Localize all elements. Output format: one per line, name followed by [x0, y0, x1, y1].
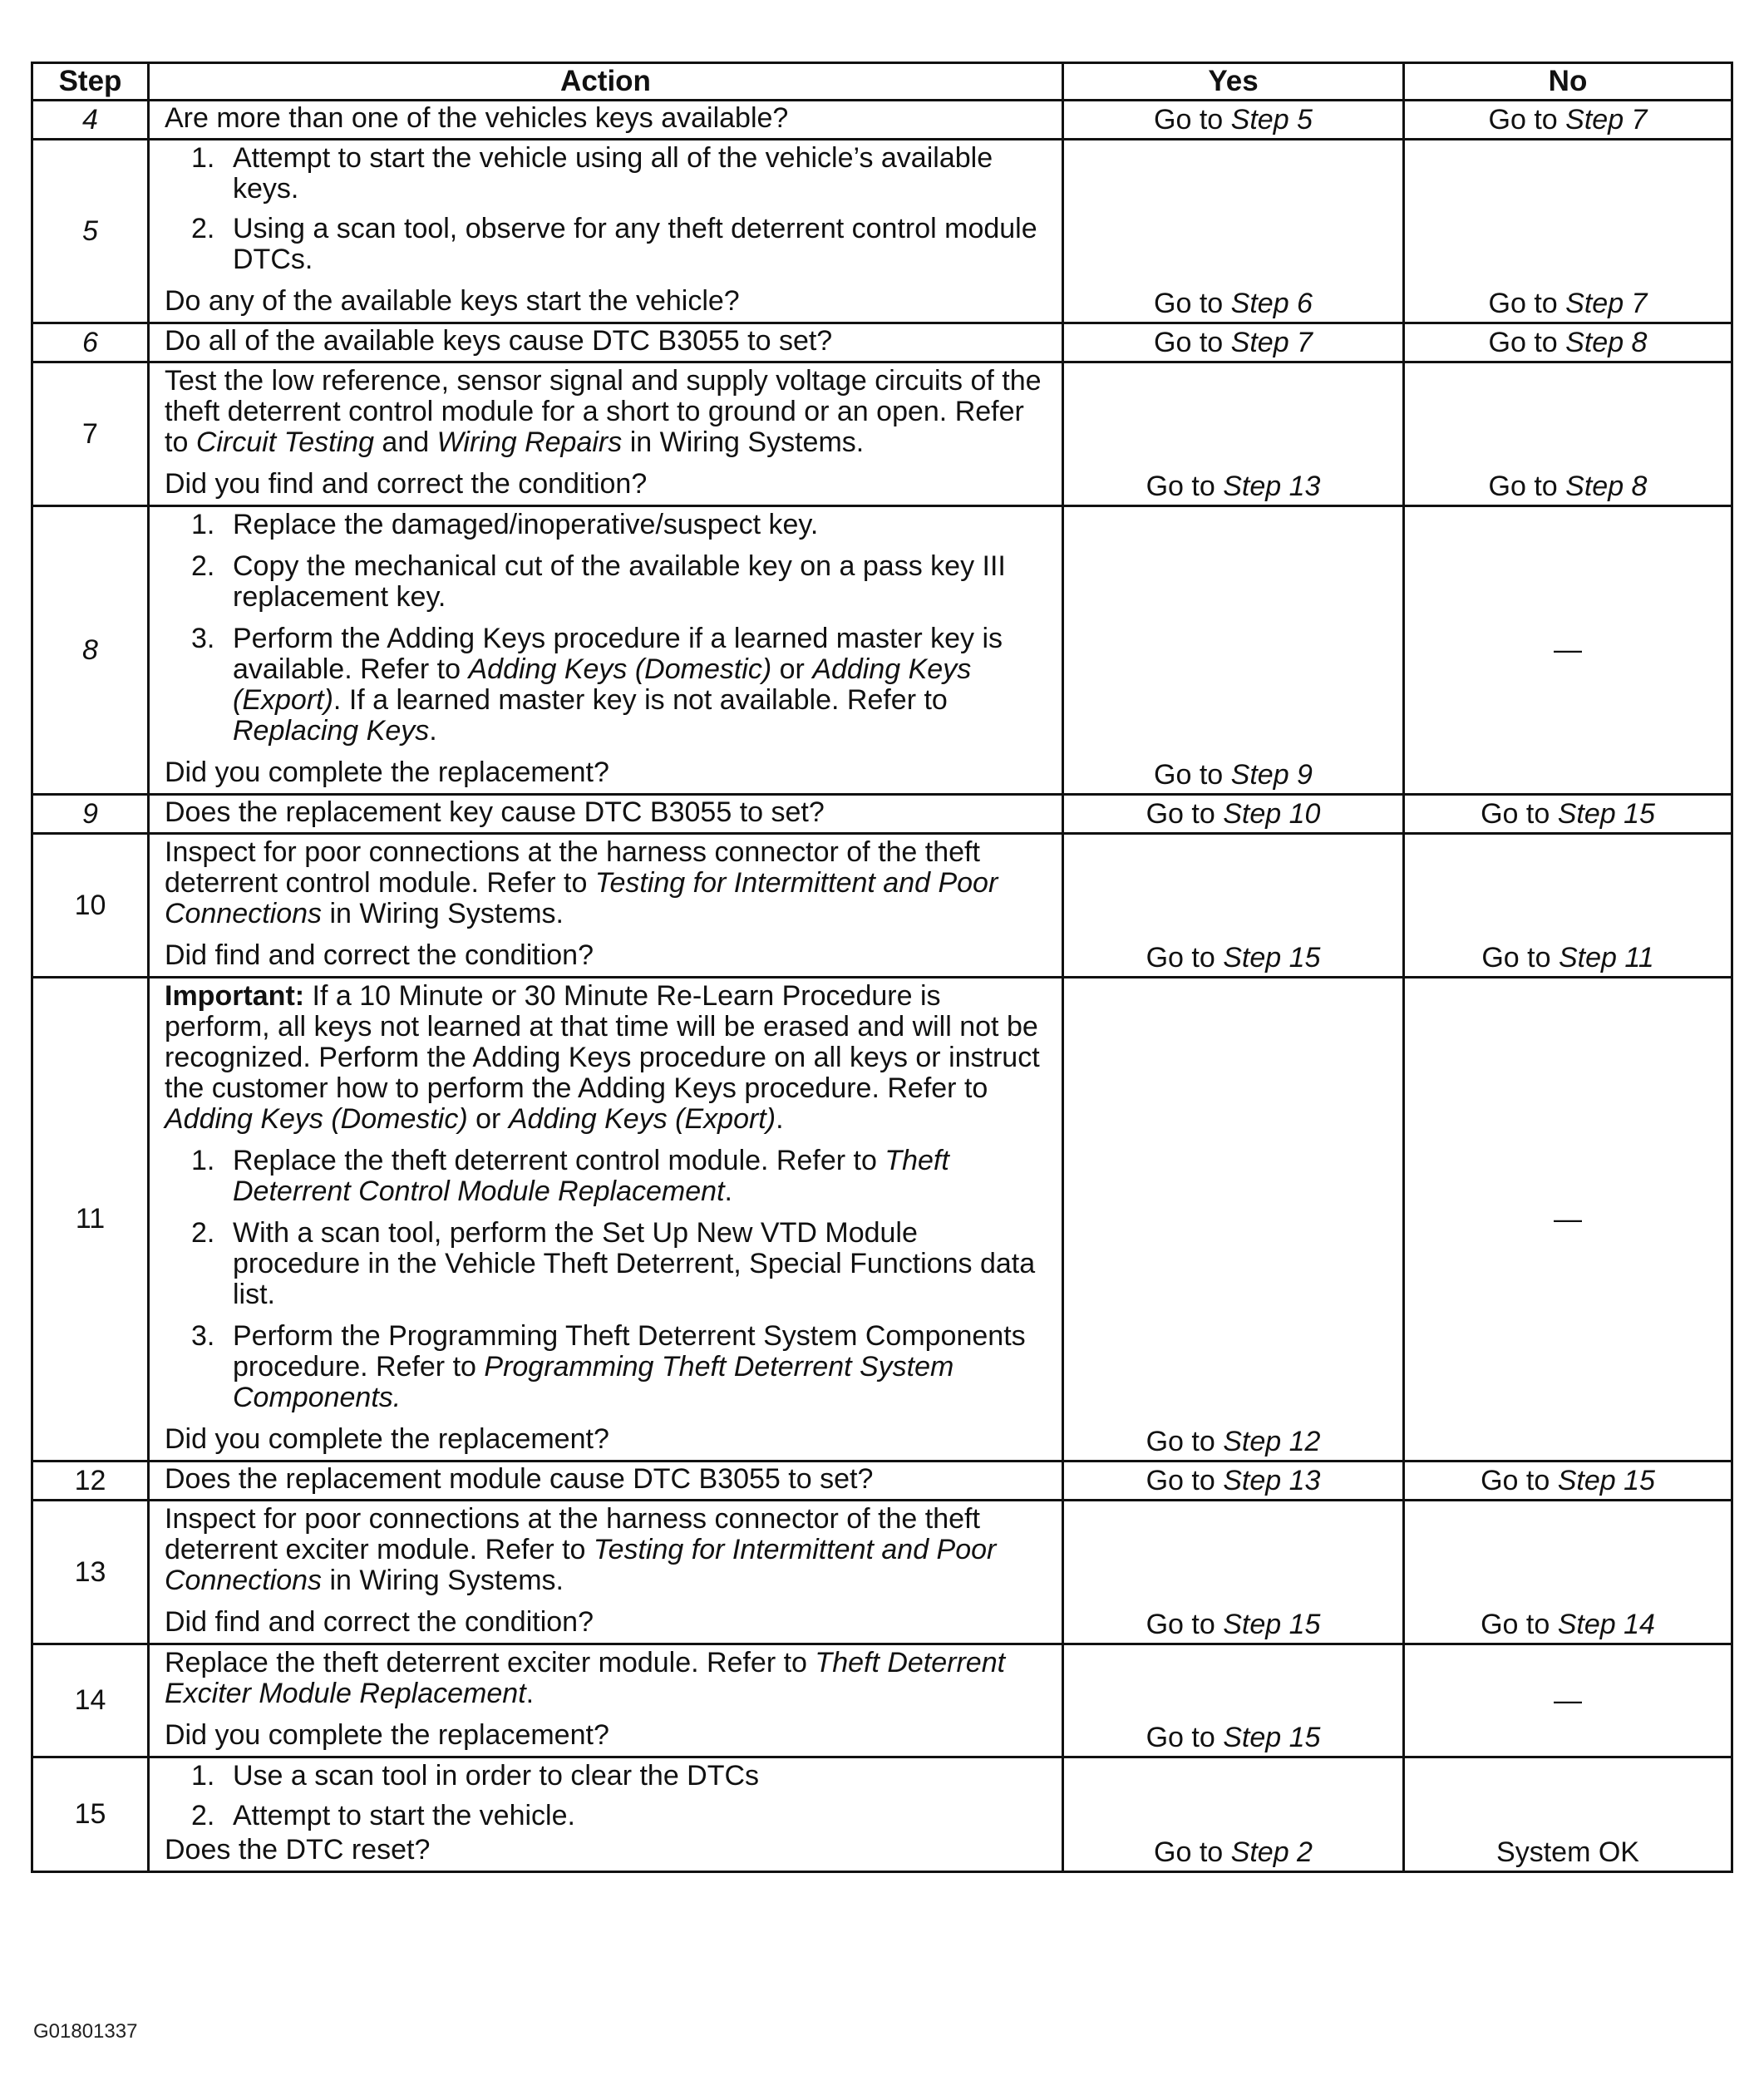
table-row — [32, 1757, 1732, 1872]
instruction-text: Inspect for poor connections at the harness connector of the theft deterrent exciter module. Refer to Testing for Intermittent and Poor Connections in Wiring Systems. — [165, 1503, 997, 1596]
step-link[interactable]: Step 9 — [1230, 759, 1313, 791]
goto-label: Go to — [1481, 1609, 1550, 1640]
reference-link[interactable]: Adding Keys (Export) — [233, 653, 972, 716]
step-link[interactable]: Step 10 — [1223, 798, 1321, 830]
instruction-text: Inspect for poor connections at the harness connector of the theft deterrent control module. Refer to Testing for Intermittent and Poor Connections in Wiring Systems. — [165, 836, 998, 929]
step-link[interactable]: Step 11 — [1558, 942, 1654, 974]
goto-label: Go to — [1154, 327, 1224, 358]
goto-label: Go to — [1146, 1609, 1215, 1640]
question-text: Did find and correct the condition? — [165, 939, 594, 971]
question-text: Do any of the available keys start the vehicle? — [165, 285, 740, 317]
yes-cell — [1063, 140, 1404, 323]
step-link[interactable]: Step 13 — [1223, 471, 1321, 502]
step-link[interactable]: Step 8 — [1565, 471, 1648, 502]
yes-cell — [1063, 506, 1404, 795]
goto-label: Go to — [1146, 1722, 1215, 1753]
step-link[interactable]: Step 7 — [1565, 288, 1648, 319]
no-action-dash: — — [1554, 633, 1582, 666]
step-number: 8 — [32, 506, 149, 795]
step-link[interactable]: Step 15 — [1557, 1465, 1655, 1496]
step-number: 10 — [32, 834, 149, 978]
step-link[interactable]: Step 13 — [1223, 1465, 1321, 1496]
table-row — [32, 1501, 1732, 1644]
question-text: Did find and correct the condition? — [165, 1606, 594, 1638]
no-cell — [1404, 1644, 1732, 1757]
yes-cell — [1063, 834, 1404, 978]
no-cell — [1404, 101, 1732, 140]
list-item: 2. Copy the mechanical cut of the available key on a pass key III replacement key. — [191, 550, 1006, 613]
step-link[interactable]: Step 15 — [1223, 942, 1321, 974]
list-item: 2. Attempt to start the vehicle. — [191, 1800, 575, 1831]
diagnostic-table — [31, 62, 1733, 1873]
action-cell — [149, 978, 1063, 1462]
goto-label: Go to — [1154, 288, 1224, 319]
step-link[interactable]: Step 12 — [1223, 1426, 1321, 1457]
action-cell — [149, 506, 1063, 795]
reference-link[interactable]: Testing for Intermittent and Poor Connections — [165, 867, 998, 929]
table-row — [32, 101, 1732, 140]
no-action-dash: — — [1554, 1684, 1582, 1716]
no-cell — [1404, 140, 1732, 323]
reference-link[interactable]: Theft Deterrent Control Module Replacement — [233, 1145, 949, 1207]
list-item: 2. Using a scan tool, observe for any theft deterrent control module DTCs. — [191, 213, 1037, 275]
goto-label: Go to — [1154, 1836, 1224, 1868]
step-number: 14 — [32, 1644, 149, 1757]
no-cell — [1404, 506, 1732, 795]
reference-link[interactable]: Testing for Intermittent and Poor Connections — [165, 1534, 997, 1596]
goto-label: Go to — [1488, 327, 1558, 358]
table-row — [32, 1462, 1732, 1501]
header-yes: Yes — [1063, 63, 1404, 101]
no-action-dash: — — [1554, 1203, 1582, 1235]
question-text: Are more than one of the vehicles keys available? — [165, 102, 789, 134]
list-item: 1. Use a scan tool in order to clear the DTCs — [191, 1760, 760, 1792]
yes-cell — [1063, 795, 1404, 834]
header-step: Step — [32, 63, 149, 101]
goto-label: Go to — [1481, 798, 1550, 830]
no-cell — [1404, 1757, 1732, 1872]
yes-cell — [1063, 323, 1404, 362]
figure-id: G01801337 — [33, 2020, 138, 2043]
yes-cell — [1063, 362, 1404, 506]
step-link[interactable]: Step 5 — [1230, 104, 1313, 136]
goto-label: Go to — [1481, 1465, 1550, 1496]
goto-label: Go to — [1154, 104, 1224, 136]
question-text: Did you complete the replacement? — [165, 1423, 609, 1455]
goto-label: Go to — [1488, 288, 1558, 319]
no-cell — [1404, 323, 1732, 362]
table-row — [32, 140, 1732, 323]
table-row — [32, 795, 1732, 834]
question-text: Did you complete the replacement? — [165, 1719, 609, 1751]
step-link[interactable]: Step 6 — [1230, 288, 1313, 319]
reference-link[interactable]: Theft Deterrent Exciter Module Replacement — [165, 1647, 1006, 1709]
step-number: 12 — [32, 1462, 149, 1501]
table-row — [32, 978, 1732, 1462]
reference-link[interactable]: Wiring Repairs — [436, 426, 623, 458]
system-ok-text: System OK — [1496, 1836, 1639, 1868]
no-cell — [1404, 978, 1732, 1462]
action-cell — [149, 834, 1063, 978]
goto-label: Go to — [1488, 104, 1558, 136]
question-text: Did you find and correct the condition? — [165, 468, 648, 500]
table-row — [32, 362, 1732, 506]
question-text: Does the replacement module cause DTC B3055 to set? — [165, 1463, 874, 1495]
goto-label: Go to — [1481, 942, 1551, 974]
action-cell — [149, 1757, 1063, 1872]
step-link[interactable]: Step 8 — [1565, 327, 1648, 358]
step-number: 6 — [32, 323, 149, 362]
reference-link[interactable]: Adding Keys (Domestic) — [165, 1103, 468, 1135]
no-cell — [1404, 834, 1732, 978]
yes-cell — [1063, 1757, 1404, 1872]
header-no: No — [1404, 63, 1732, 101]
table-row — [32, 1644, 1732, 1757]
question-text: Does the replacement key cause DTC B3055 to set? — [165, 796, 825, 828]
table-row — [32, 506, 1732, 795]
action-cell — [149, 101, 1063, 140]
header-action: Action — [149, 63, 1063, 101]
step-link[interactable]: Step 7 — [1565, 104, 1648, 136]
reference-link[interactable]: Circuit Testing — [195, 426, 374, 458]
reference-link[interactable]: Adding Keys (Domestic) — [468, 653, 772, 685]
yes-cell — [1063, 1644, 1404, 1757]
table-row — [32, 323, 1732, 362]
instruction-text: Replace the theft deterrent exciter module. Refer to Theft Deterrent Exciter Module Replacement. — [165, 1647, 1006, 1709]
step-number: 13 — [32, 1501, 149, 1644]
step-number: 7 — [32, 362, 149, 506]
step-link[interactable]: Step 15 — [1223, 1609, 1321, 1640]
action-cell — [149, 1644, 1063, 1757]
yes-cell — [1063, 1501, 1404, 1644]
goto-label: Go to — [1146, 1465, 1215, 1496]
step-number: 4 — [32, 101, 149, 140]
list-item: 2. With a scan tool, perform the Set Up New VTD Module procedure in the Vehicle Theft Deterrent, Special Functions data list. — [191, 1217, 1036, 1310]
list-item: 1. Replace the damaged/inoperative/suspect key. — [191, 509, 819, 540]
yes-cell — [1063, 101, 1404, 140]
list-item: 1. Attempt to start the vehicle using all of the vehicle’s available keys. — [191, 142, 993, 205]
no-cell — [1404, 362, 1732, 506]
goto-label: Go to — [1146, 942, 1215, 974]
list-item: 3. Perform the Adding Keys procedure if a learned master key is available. Refer to Adding Keys (Domestic) or Adding Keys (Export). If a learned master key is not available. Refer to Replacing Keys. — [191, 623, 1003, 747]
step-link[interactable]: Step 7 — [1230, 327, 1313, 358]
action-cell — [149, 1501, 1063, 1644]
header-row — [32, 63, 1732, 101]
question-text: Does the DTC reset? — [165, 1834, 431, 1866]
step-link[interactable]: Step 2 — [1230, 1836, 1313, 1868]
action-cell — [149, 1462, 1063, 1501]
goto-label: Go to — [1146, 1426, 1215, 1457]
yes-cell — [1063, 1462, 1404, 1501]
yes-cell — [1063, 978, 1404, 1462]
instruction-text: Test the low reference, sensor signal and supply voltage circuits of the theft deterrent control module for a short to ground or an open. Refer to Circuit Testing and Wiring Repairs in Wiring Systems. — [165, 365, 1042, 458]
action-cell — [149, 323, 1063, 362]
table-row — [32, 834, 1732, 978]
important-note: Important: If a 10 Minute or 30 Minute Re-Learn Procedure is perform, all keys not learned at that time will be erased and will not be recognized. Perform the Adding Keys procedure on all keys or instruct the customer how to perform the Adding Keys procedure. Refer to Adding Keys (Domestic) or Adding Keys (Export). — [165, 980, 1040, 1135]
reference-link[interactable]: Replacing Keys — [233, 715, 430, 747]
step-link[interactable]: Step 14 — [1557, 1609, 1655, 1640]
goto-label: Go to — [1146, 798, 1215, 830]
action-cell — [149, 140, 1063, 323]
step-number: 11 — [32, 978, 149, 1462]
question-text: Do all of the available keys cause DTC B3055 to set? — [165, 325, 833, 357]
goto-label: Go to — [1146, 471, 1215, 502]
action-cell — [149, 795, 1063, 834]
reference-link[interactable]: Programming Theft Deterrent System Components. — [233, 1351, 954, 1413]
question-text: Did you complete the replacement? — [165, 757, 609, 788]
step-link[interactable]: Step 15 — [1557, 798, 1655, 830]
reference-link[interactable]: Adding Keys (Export) — [508, 1103, 776, 1135]
goto-label: Go to — [1154, 759, 1224, 791]
list-item: 1. Replace the theft deterrent control module. Refer to Theft Deterrent Control Module Replacement. — [191, 1145, 949, 1207]
no-cell — [1404, 795, 1732, 834]
no-cell — [1404, 1501, 1732, 1644]
list-item: 3. Perform the Programming Theft Deterrent System Components procedure. Refer to Programming Theft Deterrent System Components. — [191, 1320, 1026, 1413]
goto-label: Go to — [1488, 471, 1558, 502]
step-number: 9 — [32, 795, 149, 834]
step-number: 5 — [32, 140, 149, 323]
action-cell — [149, 362, 1063, 506]
step-number: 15 — [32, 1757, 149, 1872]
step-link[interactable]: Step 15 — [1223, 1722, 1321, 1753]
no-cell — [1404, 1462, 1732, 1501]
